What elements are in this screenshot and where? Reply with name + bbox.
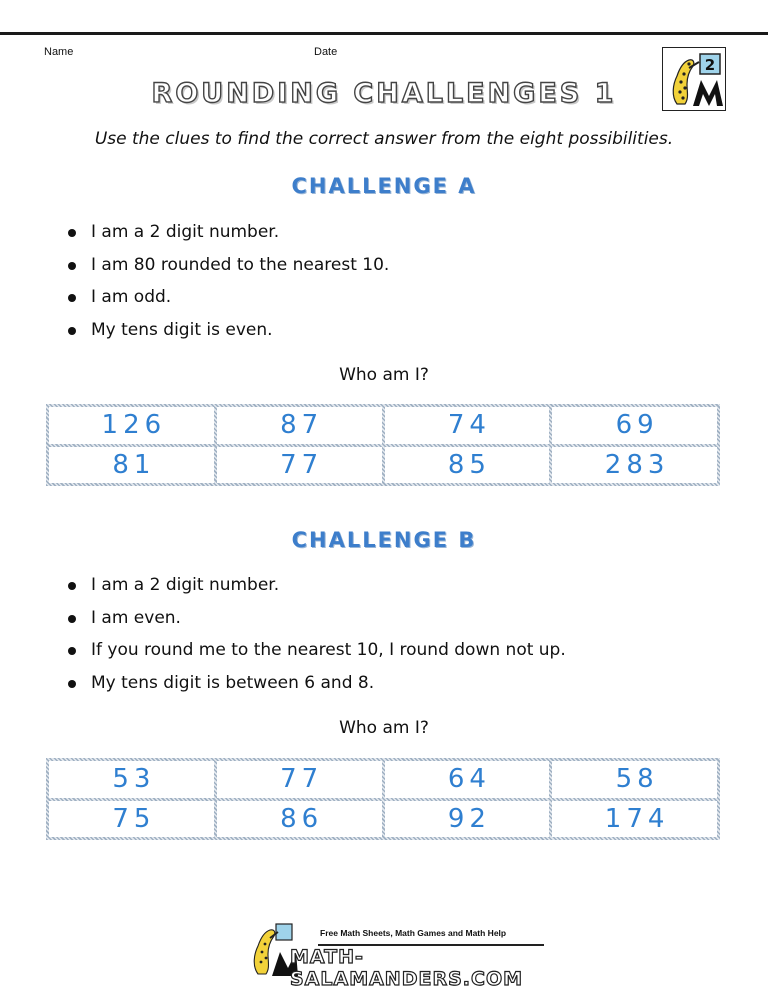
option-cell[interactable]: 69 <box>552 407 717 444</box>
option-cell[interactable]: 77 <box>217 761 382 798</box>
option-cell[interactable]: 53 <box>49 761 214 798</box>
clue-item: I am even. <box>68 608 566 641</box>
bullet-icon <box>68 680 76 688</box>
challenge-a-clues <box>68 222 389 352</box>
clue-item: My tens digit is even. <box>68 320 389 353</box>
bullet-icon <box>68 327 76 335</box>
challenge-b-prompt: Who am I? <box>339 718 429 738</box>
bullet-icon <box>68 647 76 655</box>
bullet-icon <box>68 229 76 237</box>
date-label: Date <box>314 46 338 58</box>
bullet-icon <box>68 582 76 590</box>
option-cell[interactable]: 74 <box>385 407 550 444</box>
svg-text:2: 2 <box>704 56 716 74</box>
bullet-icon <box>68 615 76 623</box>
challenge-a-prompt: Who am I? <box>339 365 429 385</box>
option-cell[interactable]: 86 <box>217 801 382 838</box>
challenge-a-title: CHALLENGE A <box>291 174 477 198</box>
clue-item: I am a 2 digit number. <box>68 575 566 608</box>
clue-item: If you round me to the nearest 10, I round down not up. <box>68 640 566 673</box>
footer-logo[interactable] <box>246 922 546 990</box>
clue-item: I am 80 rounded to the nearest 10. <box>68 255 389 288</box>
option-cell[interactable]: 75 <box>49 801 214 838</box>
option-cell[interactable]: 92 <box>385 801 550 838</box>
page-title: ROUNDING CHALLENGES 1 <box>151 78 617 109</box>
clue-item: I am odd. <box>68 287 389 320</box>
footer-tagline: Free Math Sheets, Math Games and Math Help <box>320 928 507 938</box>
challenge-b-options <box>46 758 720 840</box>
name-label: Name <box>44 46 74 58</box>
footer-brand: MATH-SALAMANDERS.COM <box>290 946 523 990</box>
bullet-icon <box>68 262 76 270</box>
option-cell[interactable]: 77 <box>217 447 382 484</box>
clue-item: My tens digit is between 6 and 8. <box>68 673 566 706</box>
option-cell[interactable]: 81 <box>49 447 214 484</box>
challenge-b-clues <box>68 575 566 705</box>
header-rule <box>0 32 768 35</box>
option-cell[interactable]: 126 <box>49 407 214 444</box>
challenge-b-title: CHALLENGE B <box>291 528 477 552</box>
clue-item: I am a 2 digit number. <box>68 222 389 255</box>
option-cell[interactable]: 85 <box>385 447 550 484</box>
bullet-icon <box>68 294 76 302</box>
option-cell[interactable]: 283 <box>552 447 717 484</box>
instructions: Use the clues to find the correct answer from the eight possibilities. <box>94 129 674 149</box>
challenge-a-options <box>46 404 720 486</box>
option-cell[interactable]: 174 <box>552 801 717 838</box>
option-cell[interactable]: 87 <box>217 407 382 444</box>
option-cell[interactable]: 58 <box>552 761 717 798</box>
option-cell[interactable]: 64 <box>385 761 550 798</box>
